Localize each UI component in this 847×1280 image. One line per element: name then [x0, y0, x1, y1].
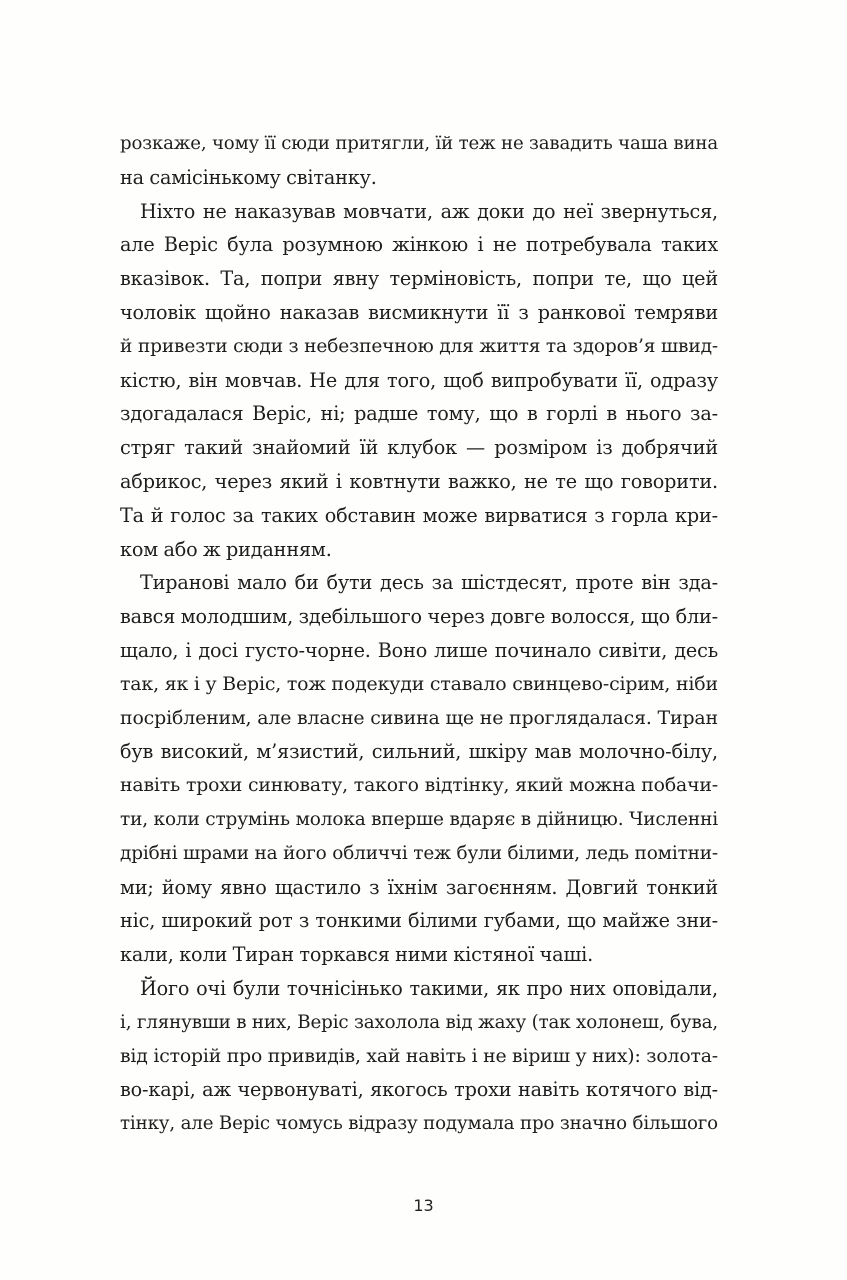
- text-line: так, як і у Веріс, тож подекуди ставало свинцево-сірим, ніби: [120, 672, 718, 695]
- text-line: Тиранові мало би бути десь за шістдесят, проте він зда-: [140, 571, 718, 595]
- text-line: стряг такий знайомий їй клубок — розміром із добрячий: [120, 436, 718, 460]
- text-line: дрібні шрами на його обличчі теж були білими, ледь помітни-: [120, 842, 718, 864]
- text-line: був високий, м’язистий, сильний, шкіру мав молочно-білу,: [120, 740, 718, 764]
- text-line: Та й голос за таких обставин може вирватися з горла кри-: [120, 503, 718, 527]
- text-line: вався молодшим, здебільшого через довге волосся, що бли-: [120, 605, 718, 629]
- text-line: посрібленим, але власне сивина ще не проглядалася. Тиран: [120, 706, 718, 729]
- text-line: розкаже, чому її сюди притягли, їй теж не завадить чаша вина: [120, 133, 718, 154]
- text-line: на самісінькому світанку.: [120, 165, 377, 189]
- text-line: ніс, широкий рот з тонкими білими губами, що майже зни-: [120, 909, 718, 933]
- text-line: і, глянувши в них, Веріс захолола від жаху (так холонеш, бува,: [120, 1011, 718, 1033]
- text-line: ми; йому явно щастило з їхнім загоєнням. Довгий тонкий: [120, 875, 718, 899]
- text-line: кали, коли Тиран торкався ними кістяної чаші.: [120, 943, 594, 967]
- text-line: й привезти сюди з небезпечною для життя та здоров’я швид-: [120, 335, 718, 357]
- text-line: Його очі були точнісінько такими, як про них оповідали,: [140, 976, 718, 1000]
- text-line: вказівок. Та, попри явну терміновість, попри те, що цей: [120, 267, 718, 291]
- text-line: але Веріс була розумною жінкою і не потребувала таких: [120, 233, 718, 257]
- text-line: навіть трохи синювату, такого відтінку, який можна побачи-: [120, 775, 718, 797]
- text-line: ти, коли струмінь молока вперше вдаряє в дійницю. Численні: [120, 808, 718, 830]
- text-line: ком або ж риданням.: [120, 537, 332, 561]
- body-text: [120, 127, 718, 1141]
- text-line: чоловік щойно наказав висмикнути її з ранкової темряви: [120, 300, 718, 324]
- text-line: во-карі, аж червонуваті, якогось трохи навіть котячого від-: [120, 1078, 718, 1102]
- page-number: 13: [413, 1196, 434, 1215]
- text-line: кістю, він мовчав. Не для того, щоб випробувати її, одразу: [120, 368, 718, 392]
- text-line: від історій про привидів, хай навіть і не віриш у них): золота-: [120, 1045, 718, 1067]
- text-line: тінку, але Веріс чомусь відразу подумала про значно більшого: [120, 1113, 718, 1135]
- text-line: Ніхто не наказував мовчати, аж доки до неї звернуться,: [140, 199, 718, 223]
- text-line: щало, і досі густо-чорне. Воно лише починало сивіти, десь: [120, 638, 718, 662]
- text-line: абрикос, через який і ковтнути важко, не те що говорити.: [120, 469, 718, 493]
- text-line: здогадалася Веріс, ні; радше тому, що в горлі в нього за-: [120, 402, 718, 426]
